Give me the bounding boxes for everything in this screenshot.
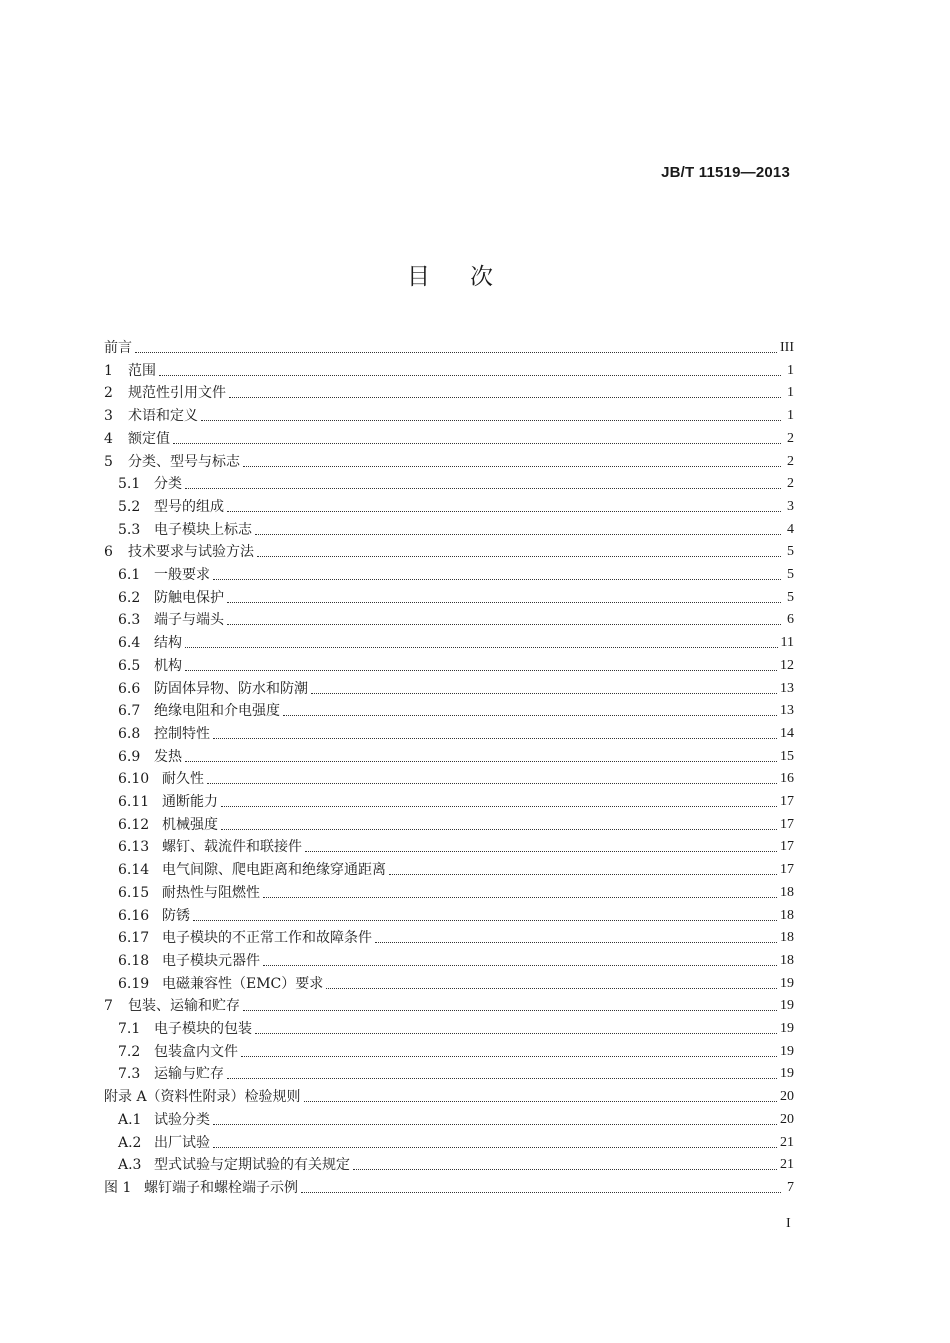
toc-dot-leader — [213, 579, 781, 580]
toc-dot-leader — [227, 511, 781, 512]
toc-entry-page: 17 — [780, 794, 794, 809]
toc-entry[interactable] — [104, 947, 794, 969]
toc-dot-leader — [193, 920, 777, 921]
toc-entry-page: 17 — [780, 862, 794, 878]
toc-dot-leader — [227, 624, 781, 625]
toc-entry-page: 14 — [780, 725, 794, 741]
toc-entry-label: 包装、运输和贮存 — [128, 998, 240, 1015]
toc-entry[interactable] — [104, 1060, 794, 1082]
toc-entry-label: 范围 — [128, 362, 156, 379]
toc-entry[interactable] — [104, 992, 794, 1014]
toc-entry[interactable] — [104, 402, 794, 424]
toc-entry-number: 7.3 — [118, 1066, 141, 1083]
toc-entry-page: 1 — [787, 362, 794, 378]
toc-dot-leader — [185, 488, 781, 489]
toc-entry[interactable] — [104, 856, 794, 878]
toc-dot-leader — [263, 965, 777, 966]
toc-entry[interactable] — [104, 1129, 794, 1151]
toc-entry-number: 6.12 — [118, 816, 150, 833]
toc-entry-number: 图 1 — [104, 1179, 132, 1196]
toc-entry-label: 防固体异物、防水和防潮 — [154, 680, 308, 697]
toc-entry-page: 3 — [787, 498, 794, 514]
toc-entry-label: 机构 — [154, 657, 182, 674]
toc-entry-number: A.2 — [118, 1134, 142, 1151]
toc-entry-page: 21 — [780, 1134, 794, 1150]
toc-entry-label: 结构 — [154, 635, 182, 652]
toc-entry-number: 7.2 — [118, 1043, 141, 1060]
toc-entry-number: 6.15 — [118, 884, 150, 901]
toc-entry-number: 6.1 — [118, 567, 141, 583]
toc-entry[interactable] — [104, 720, 794, 742]
toc-dot-leader — [227, 1078, 777, 1079]
toc-entry-number: A.3 — [118, 1157, 142, 1174]
toc-entry-page: 2 — [787, 453, 794, 469]
toc-entry-number: 6.10 — [118, 771, 150, 788]
toc-entry[interactable] — [104, 606, 794, 628]
toc-entry[interactable] — [104, 811, 794, 833]
toc-entry-label: 型号的组成 — [154, 498, 224, 515]
toc-entry[interactable] — [104, 1083, 794, 1105]
toc-entry-page: III — [780, 340, 794, 355]
toc-dot-leader — [304, 1101, 777, 1102]
toc-entry-number: 6 — [104, 544, 113, 561]
toc-entry-label: 附录 A（资料性附录）检验规则 — [104, 1089, 301, 1106]
toc-entry[interactable] — [104, 334, 794, 356]
toc-entry-page: 17 — [780, 816, 794, 832]
toc-dot-leader — [389, 874, 777, 875]
toc-entry-label: 防触电保护 — [154, 589, 224, 606]
toc-entry-number: 6.7 — [118, 703, 141, 720]
toc-entry[interactable] — [104, 1015, 794, 1037]
toc-entry-page: 2 — [787, 476, 794, 492]
toc-entry[interactable] — [104, 743, 794, 765]
toc-entry-page: 17 — [780, 839, 794, 855]
toc-dot-leader — [243, 466, 781, 467]
toc-entry-page: 19 — [780, 1043, 794, 1059]
toc-entry[interactable] — [104, 675, 794, 697]
toc-entry-number: 6.16 — [118, 907, 150, 924]
toc-entry-label: 耐热性与阻燃性 — [162, 884, 260, 901]
toc-dot-leader — [185, 647, 778, 648]
toc-entry-label: 控制特性 — [154, 725, 210, 742]
toc-dot-leader — [185, 761, 777, 762]
toc-dot-leader — [185, 670, 777, 671]
toc-entry-page: 1 — [787, 408, 794, 424]
toc-entry-label: 分类 — [154, 476, 182, 493]
toc-entry[interactable] — [104, 629, 794, 651]
toc-entry-page: 13 — [780, 680, 794, 696]
toc-entry-number: 5 — [104, 453, 113, 470]
toc-entry-label: 技术要求与试验方法 — [128, 544, 254, 561]
toc-entry[interactable] — [104, 516, 794, 538]
toc-entry-page: 20 — [780, 1089, 794, 1105]
toc-entry-number: 6.4 — [118, 635, 141, 652]
toc-dot-leader — [227, 602, 781, 603]
toc-entry[interactable] — [104, 902, 794, 924]
toc-entry-label: 端子与端头 — [154, 612, 224, 629]
toc-entry-number: 5.1 — [118, 476, 141, 493]
toc-dot-leader — [255, 1033, 777, 1034]
toc-entry-label: 运输与贮存 — [154, 1066, 224, 1083]
toc-dot-leader — [301, 1192, 781, 1193]
toc-entry[interactable] — [104, 879, 794, 901]
toc-entry-page: 18 — [780, 907, 794, 923]
toc-entry-number: 6.19 — [118, 975, 150, 992]
toc-entry[interactable] — [104, 357, 794, 379]
toc-entry-page: 5 — [787, 567, 794, 582]
toc-entry-label: 包装盒内文件 — [154, 1043, 238, 1060]
toc-entry-page: 1 — [787, 385, 794, 401]
toc-dot-leader — [201, 420, 781, 421]
toc-entry[interactable] — [104, 379, 794, 401]
toc-entry-label: 螺钉、载流件和联接件 — [162, 839, 302, 856]
toc-entry-page: 7 — [787, 1179, 794, 1195]
toc-entry-number: 6.5 — [118, 657, 141, 674]
toc-entry-page: 12 — [780, 657, 794, 673]
toc-dot-leader — [229, 397, 781, 398]
toc-entry[interactable] — [104, 1038, 794, 1060]
toc-entry-number: 2 — [104, 385, 113, 402]
toc-entry-number: 6.8 — [118, 725, 141, 742]
toc-dot-leader — [241, 1056, 777, 1057]
toc-dot-leader — [173, 443, 781, 444]
toc-entry-page: 5 — [787, 589, 794, 605]
toc-entry-label: 电子模块元器件 — [162, 952, 260, 969]
toc-dot-leader — [255, 534, 781, 535]
toc-entry[interactable] — [104, 833, 794, 855]
toc-entry-page: 2 — [787, 430, 794, 446]
toc-dot-leader — [213, 738, 777, 739]
toc-dot-leader — [213, 1147, 777, 1148]
toc-entry-number: 7.1 — [118, 1021, 141, 1037]
toc-entry[interactable] — [104, 425, 794, 447]
toc-entry-page: 6 — [787, 612, 794, 628]
toc-dot-leader — [311, 693, 777, 694]
toc-entry-label: 一般要求 — [154, 567, 210, 583]
toc-entry-page: 19 — [780, 1021, 794, 1036]
toc-entry-label: 机械强度 — [162, 816, 218, 833]
toc-entry-label: 电气间隙、爬电距离和绝缘穿通距离 — [162, 862, 386, 879]
document-code: JB/T 11519—2013 — [661, 164, 790, 181]
toc-entry-label: 绝缘电阻和介电强度 — [154, 703, 280, 720]
toc-entry-page: 18 — [780, 952, 794, 968]
toc-dot-leader — [135, 352, 777, 353]
toc-entry[interactable] — [104, 1174, 794, 1196]
toc-entry[interactable] — [104, 652, 794, 674]
toc-entry-label: 额定值 — [128, 430, 170, 447]
page-number: I — [786, 1216, 791, 1231]
toc-entry-page: 5 — [787, 544, 794, 560]
toc-dot-leader — [243, 1010, 777, 1011]
toc-entry-number: 6.11 — [118, 794, 150, 810]
toc-dot-leader — [221, 806, 777, 807]
toc-entry-label: 规范性引用文件 — [128, 385, 226, 402]
toc-entry-page: 20 — [780, 1111, 794, 1127]
toc-dot-leader — [207, 783, 777, 784]
toc-entry-number: 6.14 — [118, 862, 150, 879]
toc-entry-page: 21 — [780, 1157, 794, 1173]
toc-entry-page: 16 — [780, 771, 794, 787]
toc-entry-page: 18 — [780, 930, 794, 946]
toc-entry-label: 术语和定义 — [128, 408, 198, 425]
toc-entry-number: 6.3 — [118, 612, 141, 629]
toc-entry[interactable] — [104, 1106, 794, 1128]
toc-entry-number: 5.3 — [118, 521, 141, 538]
toc-entry-number: 5.2 — [118, 498, 141, 515]
toc-dot-leader — [263, 897, 777, 898]
toc-entry-label: 电磁兼容性（EMC）要求 — [162, 975, 324, 992]
toc-entry[interactable] — [104, 765, 794, 787]
toc-entry-label: 通断能力 — [162, 794, 218, 810]
toc-dot-leader — [159, 375, 781, 376]
toc-entry[interactable] — [104, 584, 794, 606]
toc-dot-leader — [213, 1124, 777, 1125]
toc-entry-label: 螺钉端子和螺栓端子示例 — [144, 1179, 298, 1196]
toc-entry-number: 7 — [104, 998, 113, 1015]
toc-entry-label: 分类、型号与标志 — [128, 453, 240, 470]
toc-entry-page: 18 — [780, 884, 794, 900]
toc-entry[interactable] — [104, 493, 794, 515]
toc-dot-leader — [375, 942, 777, 943]
toc-entry[interactable] — [104, 697, 794, 719]
toc-entry-label: 电子模块的不正常工作和故障条件 — [162, 930, 372, 947]
toc-entry[interactable] — [104, 538, 794, 560]
toc-entry-page: 13 — [780, 703, 794, 719]
toc-dot-leader — [326, 988, 777, 989]
toc-entry-page: 19 — [780, 975, 794, 991]
toc-entry-number: 6.6 — [118, 680, 141, 697]
toc-dot-leader — [221, 829, 777, 830]
toc-entry-label: 发热 — [154, 748, 182, 765]
toc-entry-number: 4 — [104, 430, 113, 447]
toc-entry-number: A.1 — [118, 1111, 142, 1128]
toc-entry-page: 15 — [780, 748, 794, 764]
toc-entry-page: 19 — [780, 1066, 794, 1082]
toc-entry-number: 3 — [104, 408, 113, 425]
toc-entry-number: 6.17 — [118, 930, 150, 947]
toc-entry[interactable] — [104, 788, 794, 810]
toc-dot-leader — [257, 556, 781, 557]
toc-entry-label: 电子模块的包装 — [154, 1021, 252, 1037]
toc-entry[interactable] — [104, 561, 794, 583]
toc-entry-number: 1 — [104, 362, 113, 379]
toc-title-right: 次 — [470, 264, 493, 290]
toc-entry-page: 19 — [780, 998, 794, 1014]
toc-entry[interactable] — [104, 1151, 794, 1173]
toc-entry-label: 防锈 — [162, 907, 190, 924]
toc-entry-label: 出厂试验 — [154, 1134, 210, 1151]
toc-entry[interactable] — [104, 924, 794, 946]
toc-entry-label: 电子模块上标志 — [154, 521, 252, 538]
toc-entry-number: 6.2 — [118, 589, 141, 606]
toc-title-left: 目 — [407, 264, 430, 290]
toc-title — [0, 258, 900, 291]
toc-entry-number: 6.18 — [118, 952, 150, 969]
toc-entry-label: 试验分类 — [154, 1111, 210, 1128]
toc-dot-leader — [353, 1169, 777, 1170]
toc-entry-page: 4 — [787, 521, 794, 537]
toc-entry-label: 型式试验与定期试验的有关规定 — [154, 1157, 350, 1174]
toc-dot-leader — [305, 851, 777, 852]
toc-entry[interactable] — [104, 448, 794, 470]
toc-dot-leader — [283, 715, 777, 716]
toc-entry-page: 11 — [780, 635, 794, 651]
toc-entry[interactable] — [104, 470, 794, 492]
toc-entry-label: 前言 — [104, 340, 132, 356]
toc-entry-number: 6.13 — [118, 839, 150, 856]
toc-entry-label: 耐久性 — [162, 771, 204, 788]
toc-entry[interactable] — [104, 970, 794, 992]
toc-entry-number: 6.9 — [118, 748, 141, 765]
